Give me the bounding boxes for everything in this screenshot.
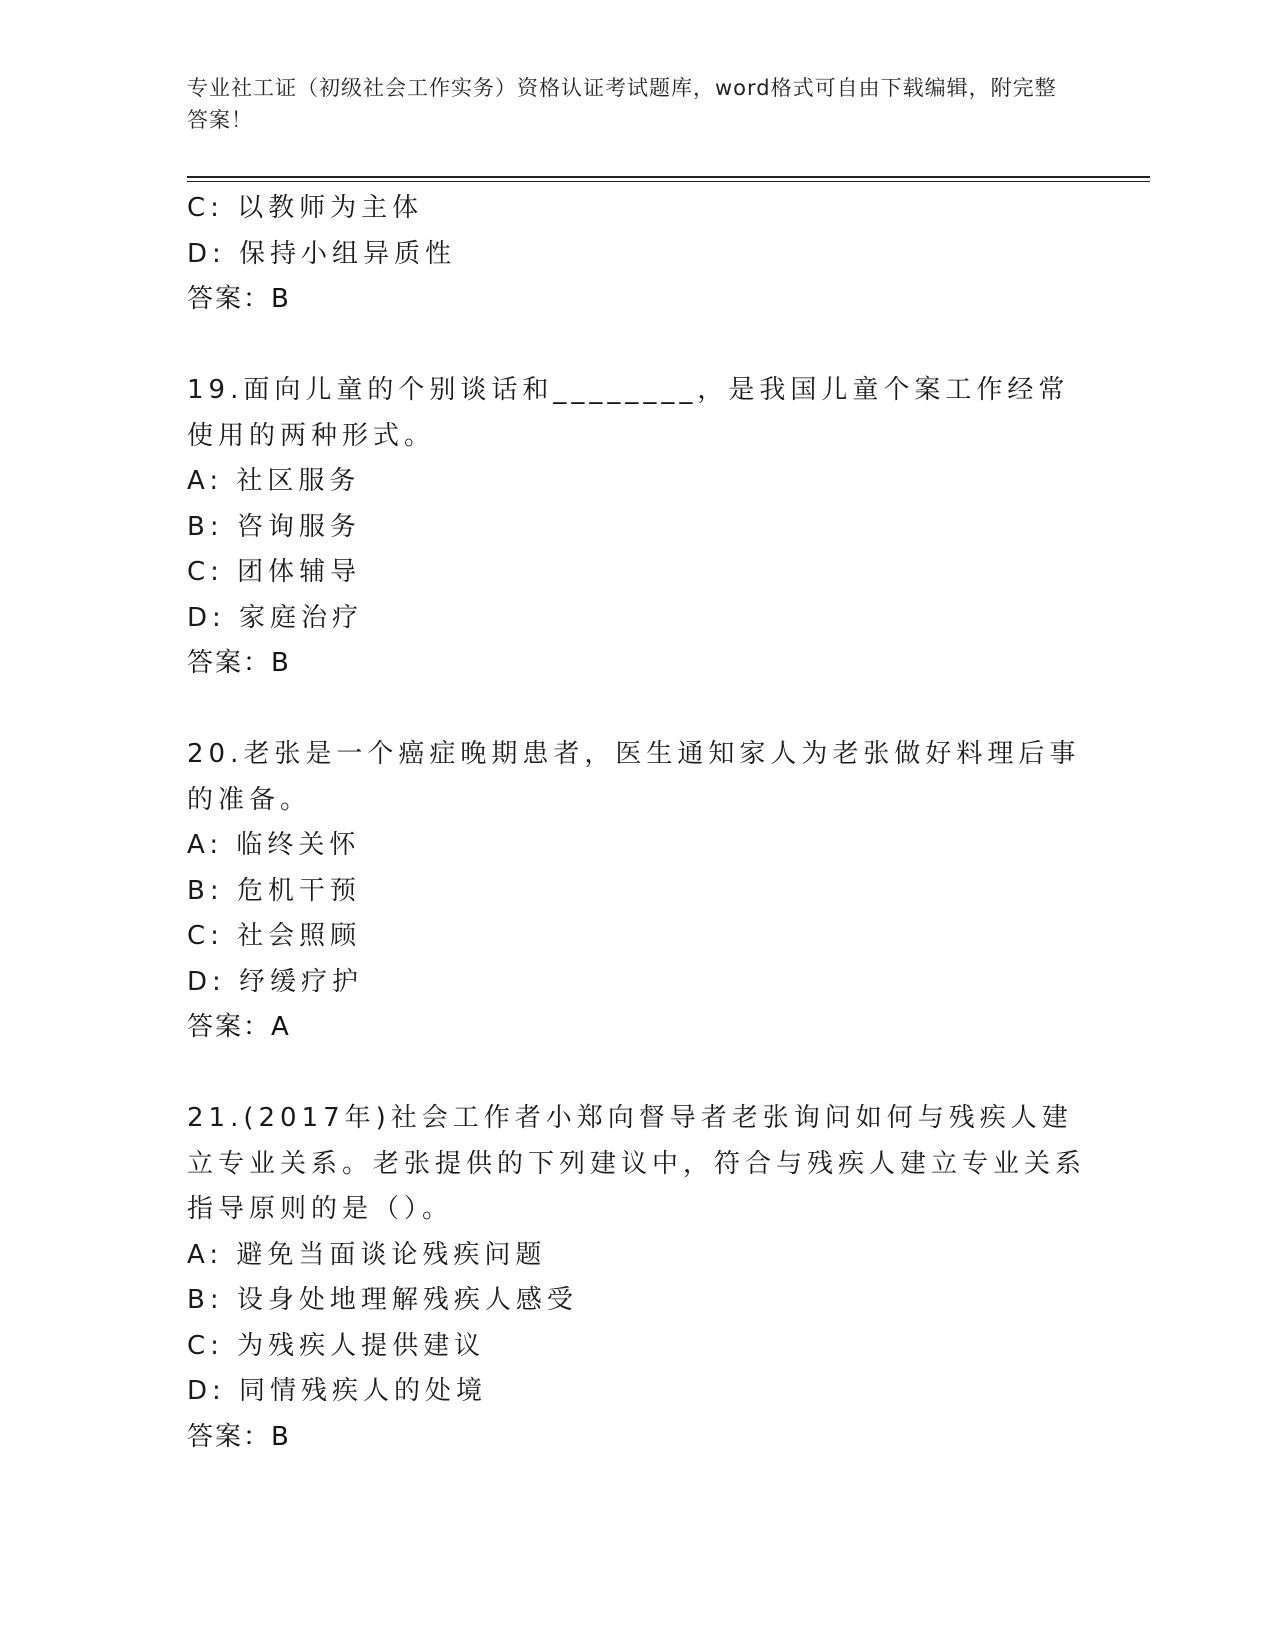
option-d: D: 纾缓疗护 [187,966,364,997]
question-19 [187,368,1087,687]
option-b: B: 危机干预 [187,875,361,906]
question-stem: 21.(2017年)社会工作者小郑向督导者老张询问如何与残疾人建立专业关系。老张提供的下列建议中，符合与残疾人建立专业关系指导原则的是（）。 [187,1103,1087,1224]
option-a: A: 临终关怀 [187,830,361,860]
option-b: B: 设身处地理解残疾人感受 [187,1285,578,1315]
question-stem: 19.面向儿童的个别谈话和________，是我国儿童个案工作经常使用的两种形式。 [187,375,1070,451]
answer-line: 答案：B [187,648,291,678]
question-list [187,186,1087,1460]
question-stem: 20.老张是一个癌症晚期患者，医生通知家人为老张做好料理后事的准备。 [187,739,1081,815]
header-divider-thin [187,181,1150,182]
question-21 [187,1096,1087,1460]
option-d: D: 家庭治疗 [187,602,364,633]
option-a: A: 避免当面谈论残疾问题 [187,1239,547,1270]
option-c: C: 团体辅导 [187,557,362,587]
header-divider-thick [187,176,1150,178]
spacer [187,687,1087,733]
question-20 [187,732,1087,1051]
page-header: 专业社工证（初级社会工作实务）资格认证考试题库，word格式可自由下载编辑，附完整答案！ [187,76,1057,132]
option-d: D: 同情残疾人的处境 [187,1376,488,1406]
option-d: D: 保持小组异质性 [187,238,457,269]
spacer [187,323,1087,369]
answer-line: 答案：B [187,284,291,314]
option-c: C: 以教师为主体 [187,193,424,223]
answer-line: 答案：A [187,1012,291,1042]
question-18-continued [187,186,1087,323]
option-c: C: 为残疾人提供建议 [187,1330,486,1361]
spacer [187,1051,1087,1097]
answer-line: 答案：B [187,1421,291,1452]
option-c: C: 社会照顾 [187,921,362,951]
option-b: B: 咨询服务 [187,511,361,542]
option-a: A: 社区服务 [187,466,361,496]
